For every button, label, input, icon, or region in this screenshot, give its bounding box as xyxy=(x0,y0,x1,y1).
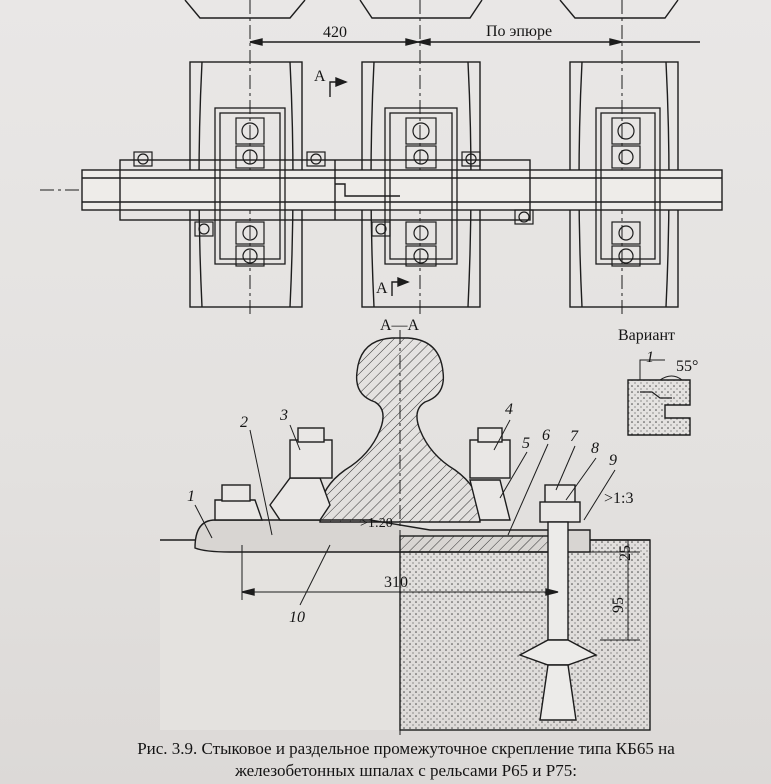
callout-7: 7 xyxy=(570,428,578,445)
plan-view xyxy=(40,0,722,315)
callout-8: 8 xyxy=(591,440,599,457)
dimension-95: 95 xyxy=(610,597,627,613)
variant-part-number: 1 xyxy=(646,349,654,366)
callout-2: 2 xyxy=(240,414,248,431)
caption-line-2: железобетонных шпалах с рельсами Р65 и Р75: xyxy=(235,761,577,780)
dimension-310: 310 xyxy=(384,574,408,591)
callout-3: 3 xyxy=(280,407,288,424)
section-mark-top: A xyxy=(314,68,326,85)
slope-1-3: >1:3 xyxy=(604,490,634,507)
callout-10: 10 xyxy=(289,609,305,626)
dimension-25: 25 xyxy=(617,545,634,561)
callout-9: 9 xyxy=(609,452,617,469)
variant-label: Вариант xyxy=(618,327,675,344)
callout-5: 5 xyxy=(522,435,530,452)
clamp-left xyxy=(215,428,332,520)
variant-angle: 55° xyxy=(676,358,699,375)
callout-1: 1 xyxy=(187,488,195,505)
callout-6: 6 xyxy=(542,427,550,444)
figure-caption xyxy=(86,738,726,782)
caption-line-1: Рис. 3.9. Стыковое и раздельное промежуточное скрепление типа КБ65 на xyxy=(137,739,675,758)
dim-epure-label: По эпюре xyxy=(486,23,553,40)
section-view xyxy=(160,330,690,735)
section-mark-bottom: A xyxy=(376,280,388,297)
section-title: А—А xyxy=(380,317,420,334)
callout-4: 4 xyxy=(505,401,513,418)
slope-1-20: >1:20 xyxy=(360,516,393,531)
dim-420-label: 420 xyxy=(323,24,347,41)
